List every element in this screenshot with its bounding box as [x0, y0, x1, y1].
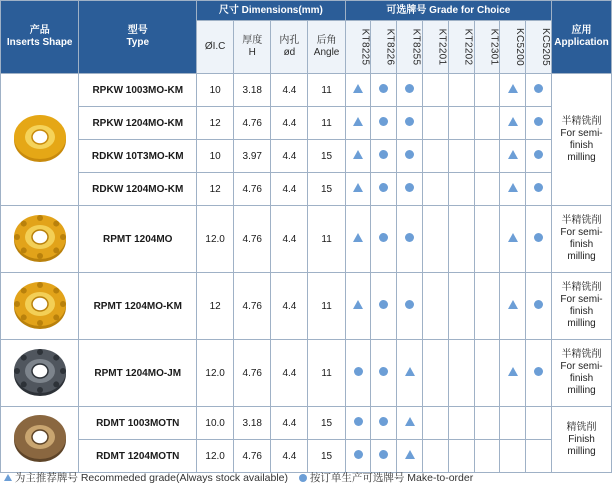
table-row: [1, 273, 612, 340]
grade-cell: [345, 107, 371, 140]
legend-make-to-order: 按订单生产可选牌号 Make-to-order: [309, 472, 474, 484]
grade-cell: [448, 107, 474, 140]
grade-cell: [345, 140, 371, 173]
shape-header: [1, 1, 79, 74]
type-cell: RDMT 1204MOTN: [79, 440, 197, 473]
bore-cell: 4.4: [271, 407, 308, 440]
thickness-cell: 3.97: [234, 140, 271, 173]
type-cell: RPMT 1204MO-JM: [79, 340, 197, 407]
thickness-header-en: H: [248, 47, 256, 58]
application-line: milling: [567, 385, 596, 396]
insert-image: [10, 410, 70, 466]
grade-cell: [526, 273, 552, 340]
shape-header-cn: 产品: [29, 25, 50, 36]
table-row: [1, 173, 612, 206]
grade-cell: [448, 74, 474, 107]
triangle-icon: [508, 300, 518, 309]
circle-icon: [379, 367, 388, 376]
triangle-icon: [353, 183, 363, 192]
circle-icon: [379, 183, 388, 192]
insert-image: [10, 210, 70, 266]
circle-icon: [379, 300, 388, 309]
grade-header: [474, 21, 500, 74]
grade-cell: [500, 173, 526, 206]
angle-cell: 11: [308, 340, 345, 407]
grade-cell: [423, 273, 449, 340]
grade-cell: [345, 273, 371, 340]
grade-cell: [474, 440, 500, 473]
circle-icon: [354, 417, 363, 426]
grade-cell: [345, 340, 371, 407]
ic-cell: 12.0: [197, 440, 234, 473]
bore-cell: 4.4: [271, 273, 308, 340]
circle-icon: [534, 150, 543, 159]
grade-cell: [448, 407, 474, 440]
grade-cell: [474, 340, 500, 407]
grade-cell: [474, 206, 500, 273]
triangle-icon: [508, 233, 518, 242]
type-header: [79, 1, 197, 74]
grade-cell: [371, 107, 397, 140]
grade-cell: [500, 340, 526, 407]
angle-cell: 11: [308, 74, 345, 107]
grade-cell: [526, 340, 552, 407]
grade-cell: [345, 440, 371, 473]
grade-cell: [500, 206, 526, 273]
grade-cell: [448, 340, 474, 407]
application-cell: [552, 74, 612, 206]
circle-icon: [379, 450, 388, 459]
application-line: For semi-: [560, 227, 603, 238]
circle-icon: [405, 117, 414, 126]
application-line: finish: [569, 239, 594, 250]
grade-header-label: KT2202: [462, 28, 474, 66]
table-row: [1, 206, 612, 273]
grade-cell: [397, 440, 423, 473]
grade-cell: [397, 407, 423, 440]
grade-cell: [345, 407, 371, 440]
triangle-icon: [508, 117, 518, 126]
circle-icon: [379, 84, 388, 93]
grade-cell: [500, 407, 526, 440]
thickness-cell: 4.76: [234, 206, 271, 273]
ic-cell: 12.0: [197, 206, 234, 273]
application-line: For semi-: [560, 294, 603, 305]
insert-image: [10, 110, 70, 166]
circle-icon: [405, 233, 414, 242]
thickness-cell: 3.18: [234, 74, 271, 107]
circle-icon: [379, 150, 388, 159]
triangle-icon: [405, 367, 415, 376]
table-row: [1, 440, 612, 473]
ic-header: ØI.C: [197, 21, 234, 74]
circle-icon: [405, 150, 414, 159]
triangle-icon: [405, 417, 415, 426]
grade-cell: [423, 140, 449, 173]
grade-cell: [397, 340, 423, 407]
grade-cell: [526, 173, 552, 206]
ic-cell: 10: [197, 74, 234, 107]
circle-icon: [534, 300, 543, 309]
circle-icon: [534, 367, 543, 376]
circle-icon: [405, 84, 414, 93]
grade-cell: [371, 173, 397, 206]
type-cell: RPKW 1003MO-KM: [79, 74, 197, 107]
circle-icon: [354, 450, 363, 459]
application-line: 半精铣削: [561, 349, 602, 360]
grade-cell: [474, 107, 500, 140]
circle-icon: [534, 84, 543, 93]
application-line: 半精铣削: [561, 115, 602, 127]
angle-cell: 15: [308, 173, 345, 206]
grade-cell: [526, 440, 552, 473]
triangle-icon: [508, 367, 518, 376]
application-line: milling: [567, 445, 596, 457]
application-line: finish: [569, 139, 594, 151]
ic-cell: 12: [197, 273, 234, 340]
grade-header: [345, 21, 371, 74]
shape-header-en: Inserts Shape: [6, 37, 73, 48]
grade-header-label: KT2301: [488, 28, 500, 66]
triangle-icon: [508, 183, 518, 192]
bore-header-cn: 内孔: [279, 35, 300, 46]
grade-cell: [500, 74, 526, 107]
bore-header: [271, 21, 308, 74]
grade-cell: [423, 407, 449, 440]
grade-cell: [397, 206, 423, 273]
bore-cell: 4.4: [271, 107, 308, 140]
grade-header: [448, 21, 474, 74]
application-line: milling: [567, 251, 596, 262]
grade-cell: [448, 173, 474, 206]
triangle-icon: [353, 150, 363, 159]
circle-icon: [534, 117, 543, 126]
ic-cell: 12: [197, 173, 234, 206]
grade-cell: [526, 74, 552, 107]
type-cell: RPMT 1204MO: [79, 206, 197, 273]
grade-cell: [397, 140, 423, 173]
thickness-cell: 4.76: [234, 107, 271, 140]
grade-cell: [500, 140, 526, 173]
grade-cell: [423, 173, 449, 206]
grade-cell: [371, 140, 397, 173]
bore-cell: 4.4: [271, 340, 308, 407]
grade-cell: [448, 273, 474, 340]
grade-cell: [474, 273, 500, 340]
angle-cell: 11: [308, 273, 345, 340]
circle-icon: [379, 417, 388, 426]
thickness-cell: 4.76: [234, 273, 271, 340]
grade-header: [500, 21, 526, 74]
grade-header-label: KT2201: [436, 28, 448, 66]
grade-cell: [526, 407, 552, 440]
application-header-cn: 应用: [571, 25, 592, 36]
ic-cell: 12.0: [197, 340, 234, 407]
thickness-cell: 3.18: [234, 407, 271, 440]
grade-header-label: KT8225: [359, 28, 371, 66]
grades-header: 可选牌号 Grade for Choice: [345, 1, 551, 21]
type-cell: RDKW 1204MO-KM: [79, 173, 197, 206]
application-cell: [552, 340, 612, 407]
circle-icon: [379, 233, 388, 242]
application-cell: [552, 407, 612, 473]
application-line: 半精铣削: [561, 282, 602, 293]
grade-cell: [371, 206, 397, 273]
type-cell: RDMT 1003MOTN: [79, 407, 197, 440]
table-row: [1, 107, 612, 140]
grade-header-label: KC5205: [540, 28, 552, 66]
grade-cell: [474, 173, 500, 206]
insert-image: [10, 277, 70, 333]
grade-cell: [448, 140, 474, 173]
table-row: [1, 74, 612, 107]
angle-cell: 15: [308, 407, 345, 440]
triangle-icon: [508, 150, 518, 159]
grade-cell: [448, 206, 474, 273]
grade-cell: [423, 107, 449, 140]
grade-cell: [397, 273, 423, 340]
type-header-en: Type: [126, 37, 150, 48]
circle-icon: [534, 183, 543, 192]
application-line: 半精铣削: [561, 215, 602, 226]
legend: [4, 470, 473, 485]
triangle-icon: [353, 117, 363, 126]
insert-shape-cell: [1, 273, 79, 340]
triangle-icon: [4, 474, 12, 481]
grade-header-label: KC5200: [514, 28, 526, 66]
triangle-icon: [353, 300, 363, 309]
ic-cell: 10.0: [197, 407, 234, 440]
insert-image: [10, 344, 70, 400]
grade-cell: [397, 173, 423, 206]
application-header: [552, 1, 612, 74]
grade-header: [526, 21, 552, 74]
grade-cell: [371, 440, 397, 473]
triangle-icon: [508, 84, 518, 93]
dimensions-header: 尺寸 Dimensions(mm): [197, 1, 346, 21]
application-line: Finish: [568, 433, 595, 445]
application-cell: [552, 273, 612, 340]
application-line: finish: [569, 373, 594, 384]
ic-cell: 12: [197, 107, 234, 140]
triangle-icon: [353, 84, 363, 93]
application-line: For semi-: [560, 361, 603, 372]
grade-cell: [526, 206, 552, 273]
circle-icon: [534, 233, 543, 242]
grade-header: [397, 21, 423, 74]
grade-cell: [397, 107, 423, 140]
angle-header-cn: 后角: [316, 35, 337, 46]
application-line: For semi-: [560, 127, 603, 139]
grade-header-label: KT8226: [384, 28, 396, 66]
insert-shape-cell: [1, 340, 79, 407]
grade-cell: [474, 140, 500, 173]
application-cell: [552, 206, 612, 273]
angle-cell: 15: [308, 140, 345, 173]
type-cell: RPMT 1204MO-KM: [79, 273, 197, 340]
triangle-icon: [405, 450, 415, 459]
grade-cell: [500, 273, 526, 340]
grade-cell: [423, 340, 449, 407]
angle-cell: 11: [308, 206, 345, 273]
grade-cell: [526, 107, 552, 140]
grade-cell: [474, 407, 500, 440]
grade-header-label: KT8255: [410, 28, 422, 66]
grade-cell: [371, 340, 397, 407]
type-header-cn: 型号: [127, 25, 148, 36]
thickness-cell: 4.76: [234, 440, 271, 473]
angle-header-en: Angle: [313, 47, 340, 58]
angle-header: [308, 21, 345, 74]
grade-cell: [345, 74, 371, 107]
application-header-en: Application: [554, 37, 609, 48]
table-row: [1, 340, 612, 407]
grade-cell: [371, 273, 397, 340]
circle-icon: [354, 367, 363, 376]
circle-icon: [405, 300, 414, 309]
circle-icon: [405, 183, 414, 192]
circle-icon: [379, 117, 388, 126]
application-line: milling: [567, 318, 596, 329]
application-line: finish: [569, 306, 594, 317]
grade-cell: [371, 407, 397, 440]
grade-cell: [371, 74, 397, 107]
application-line: 精铣削: [566, 421, 597, 433]
bore-cell: 4.4: [271, 206, 308, 273]
insert-shape-cell: [1, 74, 79, 206]
angle-cell: 15: [308, 440, 345, 473]
insert-shape-cell: [1, 206, 79, 273]
application-line: milling: [567, 151, 596, 163]
grade-header: [371, 21, 397, 74]
table-row: [1, 407, 612, 440]
thickness-header: [234, 21, 271, 74]
bore-header-en: ød: [283, 47, 296, 58]
bore-cell: 4.4: [271, 440, 308, 473]
grade-cell: [474, 74, 500, 107]
thickness-header-cn: 厚度: [242, 35, 263, 46]
grade-cell: [500, 107, 526, 140]
grade-cell: [345, 206, 371, 273]
thickness-cell: 4.76: [234, 340, 271, 407]
type-cell: RPKW 1204MO-KM: [79, 107, 197, 140]
grade-cell: [397, 74, 423, 107]
grade-cell: [423, 74, 449, 107]
insert-shape-cell: [1, 407, 79, 473]
bore-cell: 4.4: [271, 140, 308, 173]
grade-cell: [423, 440, 449, 473]
legend-recommended: 为主推荐牌号 Recommeded grade(Always stock available): [14, 472, 289, 484]
grade-cell: [526, 140, 552, 173]
grade-header: [423, 21, 449, 74]
grade-cell: [423, 206, 449, 273]
thickness-cell: 4.76: [234, 173, 271, 206]
circle-icon: [299, 474, 307, 482]
triangle-icon: [353, 233, 363, 242]
grade-cell: [448, 440, 474, 473]
grade-cell: [500, 440, 526, 473]
grade-cell: [345, 173, 371, 206]
type-cell: RDKW 10T3MO-KM: [79, 140, 197, 173]
table-row: [1, 140, 612, 173]
bore-cell: 4.4: [271, 74, 308, 107]
angle-cell: 11: [308, 107, 345, 140]
bore-cell: 4.4: [271, 173, 308, 206]
ic-cell: 10: [197, 140, 234, 173]
